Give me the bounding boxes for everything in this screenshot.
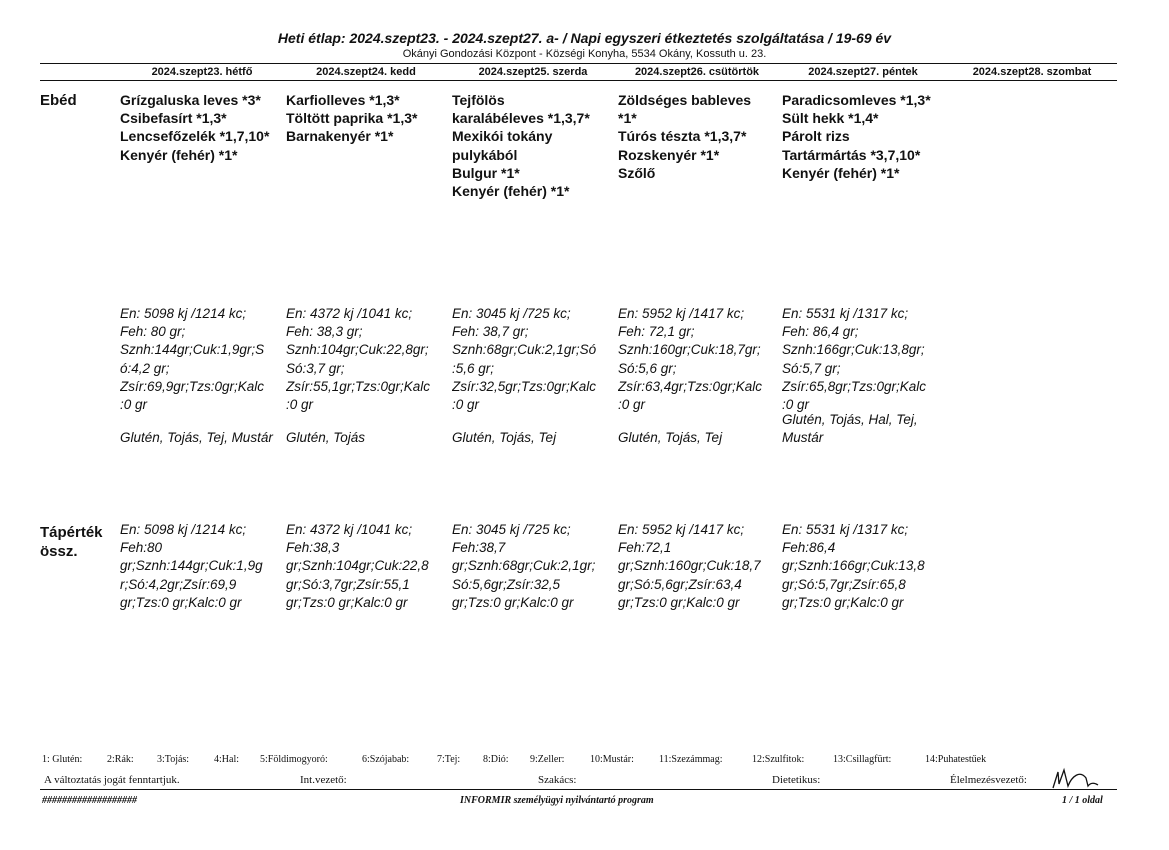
menu-wednesday [452,91,622,200]
day-header-thursday: 2024.szept26. csütörtök [634,66,760,78]
row-label-nutrition-line1: Tápérték [40,524,103,541]
manager-signature-label: Int.vezető: [300,774,347,786]
dish: Rozskenyér *1* [618,146,720,163]
nutrition-line: :0 gr [618,397,646,413]
dish: *1* [618,110,637,127]
day-header-friday: 2024.szept27. péntek [808,66,918,78]
dish: Párolt rizs [782,128,850,145]
nutrition-line: Feh: 80 gr; [120,324,186,340]
totals-line: gr;Sznh:166gr;Cuk:13,8 [782,558,925,574]
dish: Lencsefőzelék *1,7,10* [120,128,270,145]
menu-tuesday [286,91,456,146]
legend-item: 14:Puhatestűek [925,754,987,765]
totals-monday [120,521,282,612]
totals-line: gr;Só:5,6gr;Zsír:63,4 [618,576,742,592]
totals-line: En: 3045 kj /725 kc; [452,522,571,537]
dish: Csibefasírt *1,3* [120,110,227,127]
legend-item: 7:Tej: [437,754,461,765]
totals-line: En: 5098 kj /1214 kc; [120,522,247,537]
dish: Kenyér (fehér) *1* [782,164,900,181]
header-rule-bottom [40,80,1117,81]
totals-line: gr;Sznh:104gr;Cuk:22,8 [286,558,429,574]
totals-line: En: 5952 kj /1417 kc; [618,522,745,537]
nutrition-line: Zsír:69,9gr;Tzs:0gr;Kalc [120,378,265,394]
allergens-tuesday: Glutén, Tojás [286,430,366,445]
dish: Sült hekk *1,4* [782,110,879,127]
dish: Bulgur *1* [452,164,520,181]
dish: Tejfölös [452,92,505,108]
nutrition-line: En: 5531 kj /1317 kc; [782,306,909,321]
nutrition-tuesday [286,305,452,414]
nutrition-line: Só:5,6 gr; [618,360,677,376]
nutrition-line: Zsír:63,4gr;Tzs:0gr;Kalc [618,378,763,394]
totals-line: gr;Sznh:68gr;Cuk:2,1gr; [452,558,596,574]
dietitian-signature-label: Dietetikus: [772,774,821,786]
dish: Szőlő [618,164,656,181]
dish: Grízgaluska leves *3* [120,92,261,108]
nutrition-friday [782,305,948,414]
totals-line: Feh:72,1 [618,540,672,556]
totals-line: gr;Só:5,7gr;Zsír:65,8 [782,576,906,592]
cook-signature-label: Szakács: [538,774,577,786]
totals-line: Feh:80 [120,540,163,556]
legend-item: 6:Szójabab: [362,754,410,765]
catering-manager-signature-label: Élelmezésvezető: [950,774,1027,786]
footer-program: INFORMIR személyügyi nyilvántartó program [460,795,654,806]
row-label-nutrition [40,523,103,561]
nutrition-line: En: 3045 kj /725 kc; [452,306,571,321]
allergens-wednesday: Glutén, Tojás, Tej [452,430,557,445]
legend-item: 2:Rák: [107,754,134,765]
nutrition-line: Feh: 72,1 gr; [618,324,695,340]
nutrition-line: Feh: 86,4 gr; [782,324,859,340]
nutrition-line: Sznh:104gr;Cuk:22,8gr; [286,342,429,358]
totals-line: gr;Tzs:0 gr;Kalc:0 gr [120,594,242,610]
day-header-saturday: 2024.szept28. szombat [972,66,1092,78]
legend-item: 1: Glutén: [42,754,83,765]
dish: Paradicsomleves *1,3* [782,92,931,108]
nutrition-thursday [618,305,784,414]
totals-line: Só:5,6gr;Zsír:32,5 [452,576,561,592]
reserve-notice: A változtatás jogát fenntartjuk. [44,774,180,786]
nutrition-line: En: 4372 kj /1041 kc; [286,306,413,321]
allergens-monday: Glutén, Tojás, Tej, Mustár [120,430,273,445]
nutrition-line: Feh: 38,7 gr; [452,324,529,340]
nutrition-line: ó:4,2 gr; [120,360,170,376]
nutrition-line: En: 5098 kj /1214 kc; [120,306,247,321]
totals-line: En: 4372 kj /1041 kc; [286,522,413,537]
totals-line: gr;Tzs:0 gr;Kalc:0 gr [452,594,574,610]
legend-item: 12:Szulfitok: [752,754,805,765]
legend-item: 4:Hal: [214,754,239,765]
nutrition-line: :0 gr [286,397,314,413]
legend-item: 11:Szezámmag: [659,754,723,765]
totals-line: r;Só:4,2gr;Zsír:69,9 [120,576,237,592]
nutrition-line: Sznh:166gr;Cuk:13,8gr; [782,342,925,358]
nutrition-line: Feh: 38,3 gr; [286,324,363,340]
day-header-tuesday: 2024.szept24. kedd [316,66,416,78]
nutrition-line: Zsír:32,5gr;Tzs:0gr;Kalc [452,378,597,394]
legend-item: 9:Zeller: [530,754,565,765]
dish: Kenyér (fehér) *1* [452,183,570,200]
header-rule-top [40,63,1117,64]
nutrition-line: Sznh:160gr;Cuk:18,7gr; [618,342,761,358]
totals-line: En: 5531 kj /1317 kc; [782,522,909,537]
totals-tuesday [286,521,448,612]
legend-item: 5:Földimogyoró: [260,754,328,765]
totals-wednesday [452,521,614,612]
nutrition-line: Sznh:144gr;Cuk:1,9gr;S [120,342,265,358]
day-header-monday: 2024.szept23. hétfő [151,66,253,78]
dish: Kenyér (fehér) *1* [120,146,238,163]
menu-monday [120,91,290,164]
legend-item: 8:Dió: [483,754,509,765]
nutrition-line: :0 gr [120,397,148,413]
totals-line: gr;Tzs:0 gr;Kalc:0 gr [618,594,740,610]
totals-line: gr;Só:3,7gr;Zsír:55,1 [286,576,410,592]
nutrition-line: Zsír:65,8gr;Tzs:0gr;Kalc [782,378,927,394]
nutrition-monday [120,305,286,414]
totals-line: Feh:38,3 [286,540,340,556]
totals-line: Feh:38,7 [452,540,506,556]
legend-item: 3:Tojás: [157,754,190,765]
nutrition-line: En: 5952 kj /1417 kc; [618,306,745,321]
row-label-lunch: Ebéd [40,92,77,109]
legend-item: 13:Csillagfürt: [833,754,892,765]
handwritten-signature [1050,766,1100,792]
nutrition-line: :0 gr [452,397,480,413]
dish: karalábéleves *1,3,7* [452,110,590,127]
totals-line: Feh:86,4 [782,540,836,556]
signature-rule [40,789,1117,790]
totals-thursday [618,521,780,612]
dish: Túrós tészta *1,3,7* [618,128,747,145]
row-label-nutrition-line2: össz. [40,543,78,560]
institution-address: Okányi Gondozási Központ - Községi Konyha, 5534 Okány, Kossuth u. 23. [402,48,767,60]
legend-item: 10:Mustár: [590,754,634,765]
totals-line: gr;Sznh:144gr;Cuk:1,9g [120,558,263,574]
menu-thursday [618,91,788,182]
totals-line: gr;Sznh:160gr;Cuk:18,7 [618,558,761,574]
dish: Karfiolleves *1,3* [286,92,400,108]
nutrition-line: Sznh:68gr;Cuk:2,1gr;Só [452,342,597,358]
dish: Barnakenyér *1* [286,128,394,145]
nutrition-line: :0 gr [782,397,810,413]
totals-line: gr;Tzs:0 gr;Kalc:0 gr [782,594,904,610]
allergens-friday: Glutén, Tojás, Hal, Tej, Mustár [782,412,918,446]
nutrition-wednesday [452,305,618,414]
nutrition-line: Só:5,7 gr; [782,360,841,376]
nutrition-line: Zsír:55,1gr;Tzs:0gr;Kalc [286,378,431,394]
nutrition-line: Só:3,7 gr; [286,360,345,376]
allergens-thursday: Glutén, Tojás, Tej [618,430,723,445]
dish: Tartármártás *3,7,10* [782,146,921,163]
totals-friday [782,521,944,612]
dish: Zöldséges bableves [618,92,752,108]
totals-line: gr;Tzs:0 gr;Kalc:0 gr [286,594,408,610]
footer-page-number: 1 / 1 oldal [1062,795,1103,806]
dish: Mexikói tokány [452,128,553,145]
page-title: Heti étlap: 2024.szept23. - 2024.szept27. a- / Napi egyszeri étkeztetés szolgáltatása / 19-69 év [277,30,892,46]
dish: pulykából [452,146,518,163]
dish: Töltött paprika *1,3* [286,110,418,127]
day-header-wednesday: 2024.szept25. szerda [478,66,588,78]
footer-hashes: ################### [42,795,137,806]
menu-friday [782,91,952,182]
nutrition-line: :5,6 gr; [452,360,495,376]
